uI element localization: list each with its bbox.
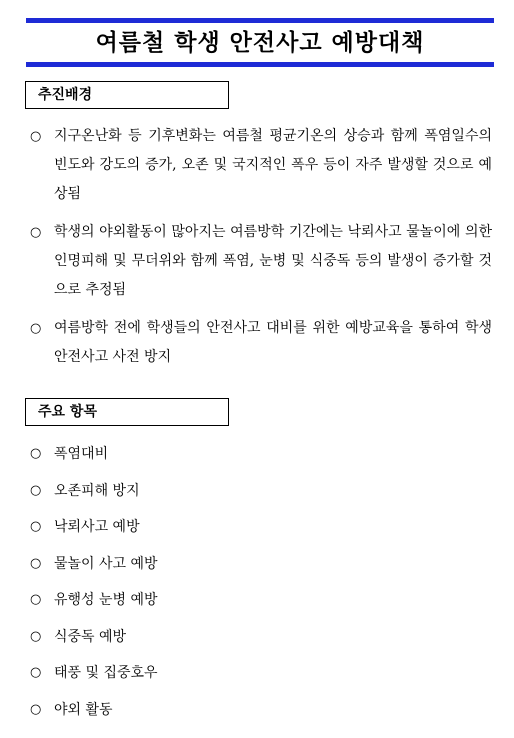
- circle-bullet-icon: ○: [30, 482, 42, 498]
- bullet-text: 여름방학 전에 학생들의 안전사고 대비를 위한 예방교육을 통하여 학생 안전사고 사전 방지: [54, 320, 492, 365]
- list-item: [30, 314, 492, 372]
- document-title: 여름철 학생 안전사고 예방대책: [95, 30, 425, 56]
- section-heading-background: 추진배경: [25, 81, 229, 109]
- item-text: 태풍 및 집중호우: [54, 665, 158, 681]
- list-item: [30, 442, 490, 479]
- section-heading-main-items: 주요 항목: [25, 398, 229, 426]
- circle-bullet-icon: ○: [30, 225, 42, 240]
- title-bottom-rule: [26, 62, 494, 67]
- circle-bullet-icon: ○: [30, 628, 42, 644]
- circle-bullet-icon: ○: [30, 321, 42, 336]
- item-text: 식중독 예방: [54, 628, 127, 645]
- circle-bullet-icon: ○: [30, 592, 42, 607]
- circle-bullet-icon: ○: [30, 665, 42, 680]
- list-item: [30, 515, 490, 552]
- item-text: 물놀이 사고 예방: [54, 555, 158, 572]
- circle-bullet-icon: ○: [30, 555, 42, 571]
- bullet-text: 지구온난화 등 기후변화는 여름철 평균기온의 상승과 함께 폭염일수의 빈도와 강도의 증가, 오존 및 국지적인 폭우 등이 자주 발생할 것으로 예상됨: [54, 128, 492, 202]
- title-banner: [26, 18, 494, 67]
- item-text: 낙뢰사고 예방: [54, 519, 140, 535]
- list-item: [30, 218, 492, 305]
- item-text: 야외 활동: [54, 701, 113, 718]
- main-items-list: [30, 442, 490, 734]
- circle-bullet-icon: ○: [30, 701, 42, 717]
- list-item: [30, 661, 490, 698]
- list-item: [30, 625, 490, 662]
- circle-bullet-icon: ○: [30, 446, 42, 461]
- background-bullet-list: [30, 122, 492, 372]
- list-item: [30, 479, 490, 516]
- list-item: [30, 552, 490, 589]
- title-top-rule: [26, 18, 494, 23]
- circle-bullet-icon: ○: [30, 519, 42, 534]
- item-text: 폭염대비: [54, 446, 109, 462]
- bullet-text: 학생의 야외활동이 많아지는 여름방학 기간에는 낙뢰사고 물놀이에 의한 인명피해 및 무더위와 함께 폭염, 눈병 및 식중독 등의 발생이 증가할 것으로 추정됨: [54, 224, 492, 298]
- item-text: 유행성 눈병 예방: [54, 592, 158, 608]
- list-item: [30, 122, 492, 209]
- list-item: [30, 698, 490, 735]
- item-text: 오존피해 방지: [54, 482, 140, 499]
- circle-bullet-icon: ○: [30, 129, 42, 144]
- list-item: [30, 588, 490, 625]
